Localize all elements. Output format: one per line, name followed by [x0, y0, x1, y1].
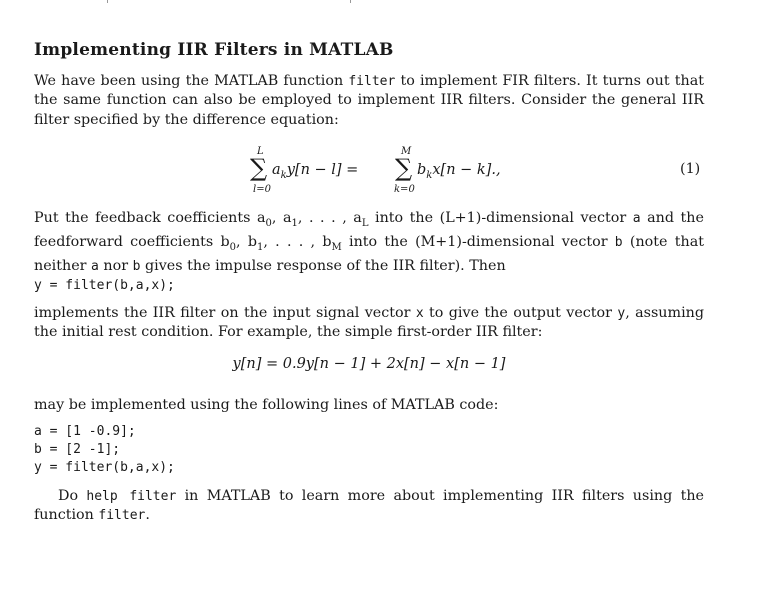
sum-upper-limit: M: [401, 146, 412, 157]
coefficients-paragraph: [34, 209, 704, 277]
term-rest: y[n − l] =: [286, 162, 359, 178]
coef-symbol: a: [272, 162, 281, 178]
text-run: to implement FIR filters. It turns out that the same function can also be employed to implement IIR filters. Consider the general IIR filter specified by the difference equation:: [34, 73, 704, 128]
text-run: into the (L+1)-dimensional vector: [368, 210, 633, 226]
subscript: M: [331, 242, 342, 254]
top-edge: [0, 0, 774, 4]
coef-subscript: k: [280, 169, 287, 181]
section-heading: Implementing IIR Filters in MATLAB: [34, 40, 394, 60]
coef-symbol: b: [417, 162, 427, 178]
help-paragraph: [34, 487, 704, 526]
text-run: into the (M+1)-dimensional vector: [341, 234, 615, 251]
text-run: , assuming the initial rest condition. For example, the simple first-order IIR filter:: [34, 305, 705, 341]
text-run: to give the output vector: [423, 305, 618, 321]
text-run: , b: [236, 234, 257, 251]
text-run: Do: [58, 488, 87, 504]
inline-code: b: [614, 235, 623, 251]
inline-code: a: [91, 259, 99, 275]
text-run: Put the feedback coefficients a: [34, 210, 266, 226]
inline-code: help filter: [86, 489, 177, 504]
text-run: gives the impulse response of the IIR filter). Then: [140, 258, 506, 275]
text-run: and the feedforward coefficients b: [34, 210, 704, 251]
top-edge-mark: [107, 0, 108, 3]
sum-term: [272, 162, 358, 181]
term-rest: x[n − k].,: [432, 162, 501, 178]
coef-subscript: k: [426, 169, 433, 181]
top-edge-mark: [350, 0, 351, 3]
sum-lower-limit: k=0: [394, 184, 415, 195]
code-line: b = [2 -1];: [34, 442, 121, 457]
text-run: , . . . , b: [263, 234, 332, 251]
code-line: y = filter(b,a,x);: [34, 278, 175, 293]
text-run: implements the IIR filter on the input signal vector: [34, 305, 416, 321]
text-run: , a: [271, 210, 292, 226]
code-line: y = filter(b,a,x);: [34, 460, 175, 475]
code-line: a = [1 -0.9];: [34, 424, 136, 439]
sum-lower-limit: l=0: [253, 184, 271, 195]
difference-equation: [250, 146, 510, 198]
sigma-symbol: ∑: [250, 154, 268, 182]
sigma-symbol: ∑: [395, 154, 413, 182]
first-order-equation: y[n] = 0.9y[n − 1] + 2x[n] − x[n − 1]: [232, 356, 506, 372]
text-run: We have been using the MATLAB function: [34, 73, 349, 89]
text-run: (note that neither: [34, 234, 704, 275]
text-run: .: [145, 507, 150, 524]
sum-term: [417, 162, 501, 181]
subscript: 0: [265, 217, 272, 229]
inline-code: a: [632, 211, 641, 226]
inline-code: x: [415, 306, 424, 321]
inline-code: filter: [348, 74, 396, 89]
subscript: 0: [229, 242, 237, 254]
sum-upper-limit: L: [257, 146, 264, 157]
inline-code: y: [617, 306, 626, 321]
equation-number: (1): [680, 161, 701, 177]
text-run: in MATLAB to learn more about implementing IIR filters using the function: [34, 488, 704, 524]
implements-paragraph: [34, 304, 704, 343]
code-intro-paragraph: may be implemented using the following lines of MATLAB code:: [34, 397, 499, 413]
text-run: , . . . , a: [297, 210, 362, 226]
subscript: 1: [256, 242, 264, 254]
inline-code: b: [132, 259, 141, 275]
subscript: 1: [291, 217, 298, 229]
intro-paragraph: [34, 72, 704, 130]
text-run: nor: [98, 258, 133, 275]
inline-code: filter: [98, 508, 146, 524]
subscript: L: [361, 217, 369, 229]
